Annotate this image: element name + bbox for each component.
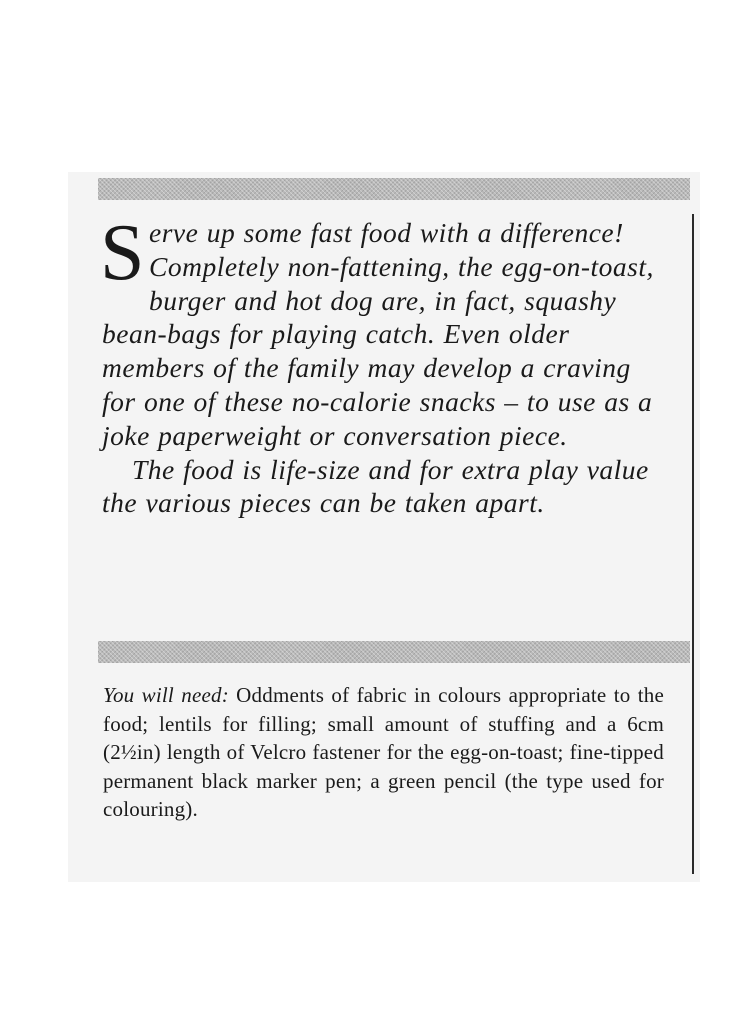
top-decorative-rule xyxy=(98,178,690,200)
requirements-section xyxy=(103,681,664,824)
requirements-label: You will need: xyxy=(103,683,229,707)
right-margin-line xyxy=(692,214,694,874)
intro-paragraph-1 xyxy=(100,209,662,453)
intro-text xyxy=(100,209,662,520)
intro-paragraph-2: The food is life-size and for extra play value the various pieces can be taken apart. xyxy=(102,453,649,519)
requirements-text: Oddments of fabric in colours appropriate to the food; lentils for filling; small amount of stuffing and a 6cm (2½in) length of Velcro fastener for the egg-on-toast; fine-tipped permanent black marker pen; a green pencil (the type used for colouring). xyxy=(103,683,664,822)
intro-paragraph-1-text: erve up some fast food with a difference! Completely non-fattening, the egg-on-toast, burger and hot dog are, in fact, squashy bean-bags for playing catch. Even older members of the family may develop a craving for one of these no-calorie snacks – to use as a joke paperweight or conversation piece. xyxy=(102,217,654,451)
drop-cap-letter: S xyxy=(100,209,145,297)
middle-decorative-rule xyxy=(98,641,690,663)
